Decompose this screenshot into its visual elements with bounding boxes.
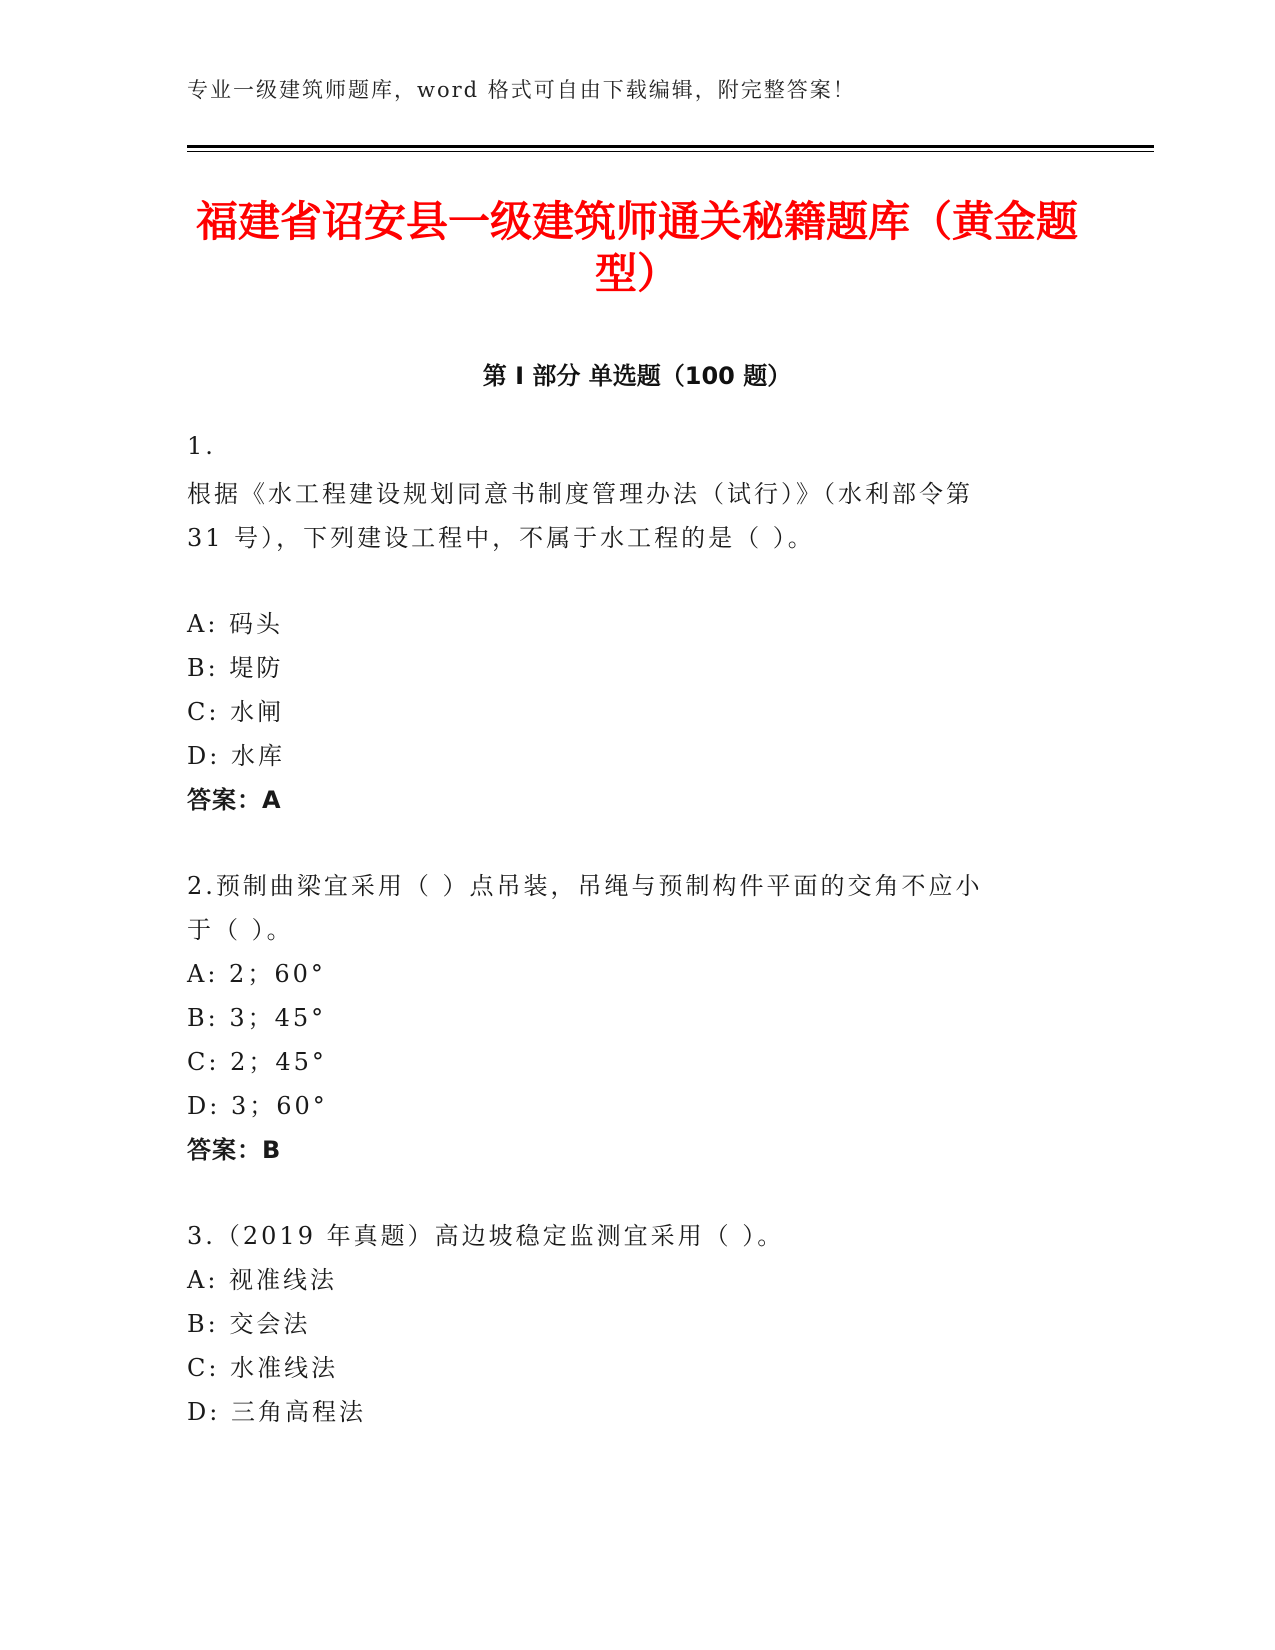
question-3-option-d: D: 三角高程法 bbox=[187, 1398, 366, 1426]
question-1-option-c: C: 水闸 bbox=[187, 698, 285, 726]
question-1-stem-line-1: 根据《水工程建设规划同意书制度管理办法（试行）》（水利部令第 bbox=[187, 480, 973, 508]
question-1-option-b: B: 堤防 bbox=[187, 654, 284, 682]
question-1-option-a: A: 码头 bbox=[187, 610, 284, 638]
question-1-number: 1. bbox=[187, 432, 216, 460]
question-2-option-c: C: 2；45° bbox=[187, 1048, 327, 1076]
header-rule-thick bbox=[187, 145, 1154, 148]
question-2-option-b: B: 3；45° bbox=[187, 1004, 327, 1032]
question-3-stem-line-1: 3.（2019 年真题）高边坡稳定监测宜采用（ ）。 bbox=[187, 1222, 785, 1250]
question-2-option-a: A: 2；60° bbox=[187, 960, 326, 988]
question-2-stem-line-2: 于（ ）。 bbox=[187, 916, 294, 944]
question-1-answer: 答案：A bbox=[187, 786, 282, 814]
header-note: 专业一级建筑师题库，word 格式可自由下载编辑，附完整答案！ bbox=[187, 78, 856, 102]
question-2-option-d: D: 3；60° bbox=[187, 1092, 328, 1120]
question-1-option-d: D: 水库 bbox=[187, 742, 285, 770]
question-3-option-b: B: 交会法 bbox=[187, 1310, 311, 1338]
section-title: 第 I 部分 单选题（100 题） bbox=[482, 362, 792, 390]
header-rule-thin bbox=[187, 151, 1154, 152]
question-1-stem-line-2: 31 号），下列建设工程中，不属于水工程的是（ ）。 bbox=[187, 524, 815, 552]
question-3-option-c: C: 水准线法 bbox=[187, 1354, 339, 1382]
question-2-answer: 答案：B bbox=[187, 1136, 282, 1164]
question-3-option-a: A: 视准线法 bbox=[187, 1266, 338, 1294]
question-2-stem-line-1: 2.预制曲梁宜采用（ ）点吊装，吊绳与预制构件平面的交角不应小 bbox=[187, 872, 983, 900]
document-title: 福建省诏安县一级建筑师通关秘籍题库（黄金题型） bbox=[195, 197, 1078, 298]
